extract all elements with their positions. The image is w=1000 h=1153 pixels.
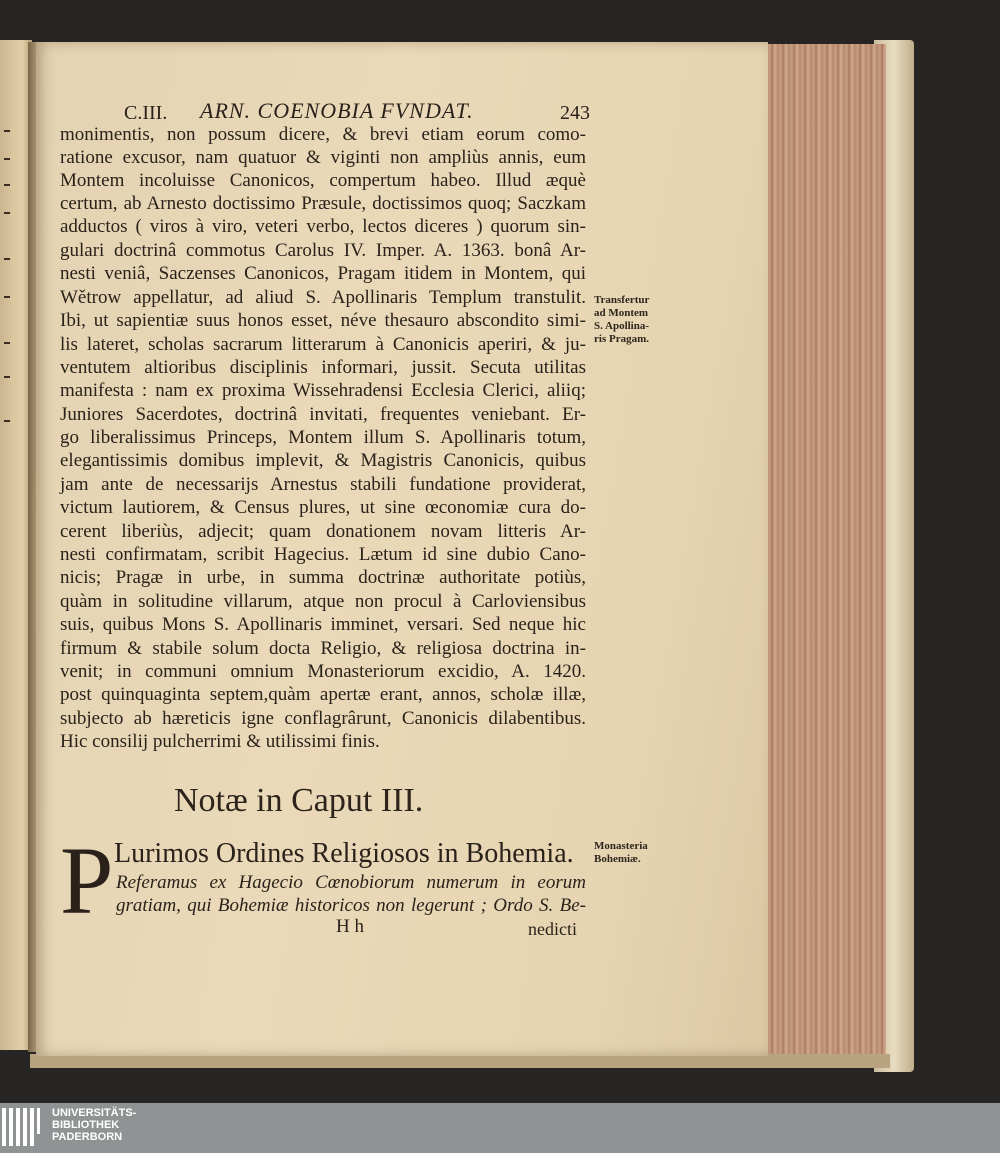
body-line: certum, ab Arnesto doctissimo Præsule, doctissimos quoq; Saczkam — [60, 193, 586, 214]
body-line: Wětrow appellatur, ad aliud S. Apollinaris Templum transtulit. — [60, 287, 586, 308]
margin-note-transfertur — [594, 294, 649, 346]
body-line: cerent liberiùs, adjecit; quam donationem novam litteris Ar- — [60, 521, 586, 542]
body-line: jam ante de necessarijs Arnestus stabili fundatione providerat, — [60, 474, 586, 495]
margin-note-line: ad Montem — [594, 307, 649, 319]
body-line: Montem incoluisse Canonicos, compertum habeo. Illud æquè — [60, 170, 586, 191]
body-line: elegantissimis domibus implevit, & Magistris Canonicis, quibus — [60, 450, 586, 471]
body-line: post quinquaginta septem,quàm apertæ erant, annos, scholæ illæ, — [60, 684, 586, 705]
body-line: victum lautiorem, & Census plures, ut sine œconomiæ cura do- — [60, 497, 586, 518]
notes-line: gratiam, qui Bohemiæ historicos non legerunt ; Ordo S. Be- — [116, 895, 586, 916]
bottom-page-edge — [30, 1054, 890, 1068]
body-line: Ibi, ut sapientiæ suus honos esset, néve thesauro abscondito simi- — [60, 310, 586, 331]
library-footer-bar — [0, 1103, 1000, 1153]
body-line: venit; in communi omnium Monasteriorum excidio, A. 1420. — [60, 661, 586, 682]
body-line: quàm in solitudine villarum, atque non procul à Carloviensibus — [60, 591, 586, 612]
body-line: ventutem altioribus disciplinis informari, jussit. Secuta utilitas — [60, 357, 586, 378]
margin-note-monasteria — [594, 840, 648, 866]
body-line: nesti confirmatam, scribit Hagecius. Lætum id sine dubio Cano- — [60, 544, 586, 565]
body-line: Juniores Sacerdotes, doctrinâ invitati, frequentes veniebant. Er- — [60, 404, 586, 425]
margin-note-line: Bohemiæ. — [594, 853, 641, 865]
body-line: nicis; Pragæ in urbe, in summa doctrinæ authoritate potiùs, — [60, 567, 586, 588]
catchword: nedicti — [528, 919, 577, 939]
library-name-line: PADERBORN — [52, 1131, 123, 1143]
body-line: ratione excusor, nam quatuor & viginti non ampliùs annis, eum — [60, 147, 586, 168]
page-number: 243 — [560, 102, 590, 124]
drop-cap: P — [60, 827, 114, 934]
margin-note-line: ris Pragam. — [594, 333, 649, 345]
body-line: monimentis, non possum dicere, & brevi etiam eorum como- — [60, 124, 586, 145]
body-line: adductos ( viros à viro, veteri verbo, lectos diceres ) quorum sin- — [60, 216, 586, 237]
library-name-line: BIBLIOTHEK — [52, 1119, 120, 1131]
body-line: nesti veniâ, Saczenses Canonicos, Pragam itidem in Montem, qui — [60, 263, 586, 284]
library-name-line: UNIVERSITÄTS- — [52, 1107, 137, 1119]
running-head-chapter: C.III. — [124, 102, 168, 124]
body-line: manifesta : nam ex proxima Wissehradensi Ecclesia Clerici, aliiq; — [60, 380, 586, 401]
library-name — [52, 1107, 136, 1143]
page-block-edges — [756, 44, 886, 1056]
left-page-text-fragments — [0, 80, 14, 480]
library-logo-icon — [0, 1106, 48, 1148]
body-line: lis lateret, scholas sacrarum litterarum à Canonicis aperiri, & ju- — [60, 334, 586, 355]
notes-heading: Notæ in Caput III. — [174, 782, 424, 819]
margin-note-line: S. Apollina- — [594, 320, 650, 332]
body-line: suis, quibus Mons S. Apollinaris imminet, versari. Sed neque hic — [60, 614, 586, 635]
margin-note-line: Transfertur — [594, 294, 650, 306]
body-line: go liberalissimus Princeps, Montem illum S. Apollinaris totum, — [60, 427, 586, 448]
body-line: subjecto ab hæreticis igne conflagrârunt, Canonicis dilabentibus. — [60, 708, 586, 729]
margin-note-line: Monasteria — [594, 840, 648, 852]
notes-line: Referamus ex Hagecio Cœnobiorum numerum in eorum — [116, 872, 586, 893]
body-line: firmum & stabile solum docta Religio, & religiosa doctrina in- — [60, 638, 586, 659]
body-line-last: Hic consilij pulcherrimi & utilissimi finis. — [60, 731, 380, 752]
body-line: gulari doctrinâ commotus Carolus IV. Imper. A. 1363. bonâ Ar- — [60, 240, 586, 261]
signature-mark: H h — [336, 916, 364, 937]
notes-subhead: Lurimos Ordines Religiosos in Bohemia. — [114, 838, 574, 869]
running-head-title: ARN. COENOBIA FVNDAT. — [200, 98, 474, 123]
